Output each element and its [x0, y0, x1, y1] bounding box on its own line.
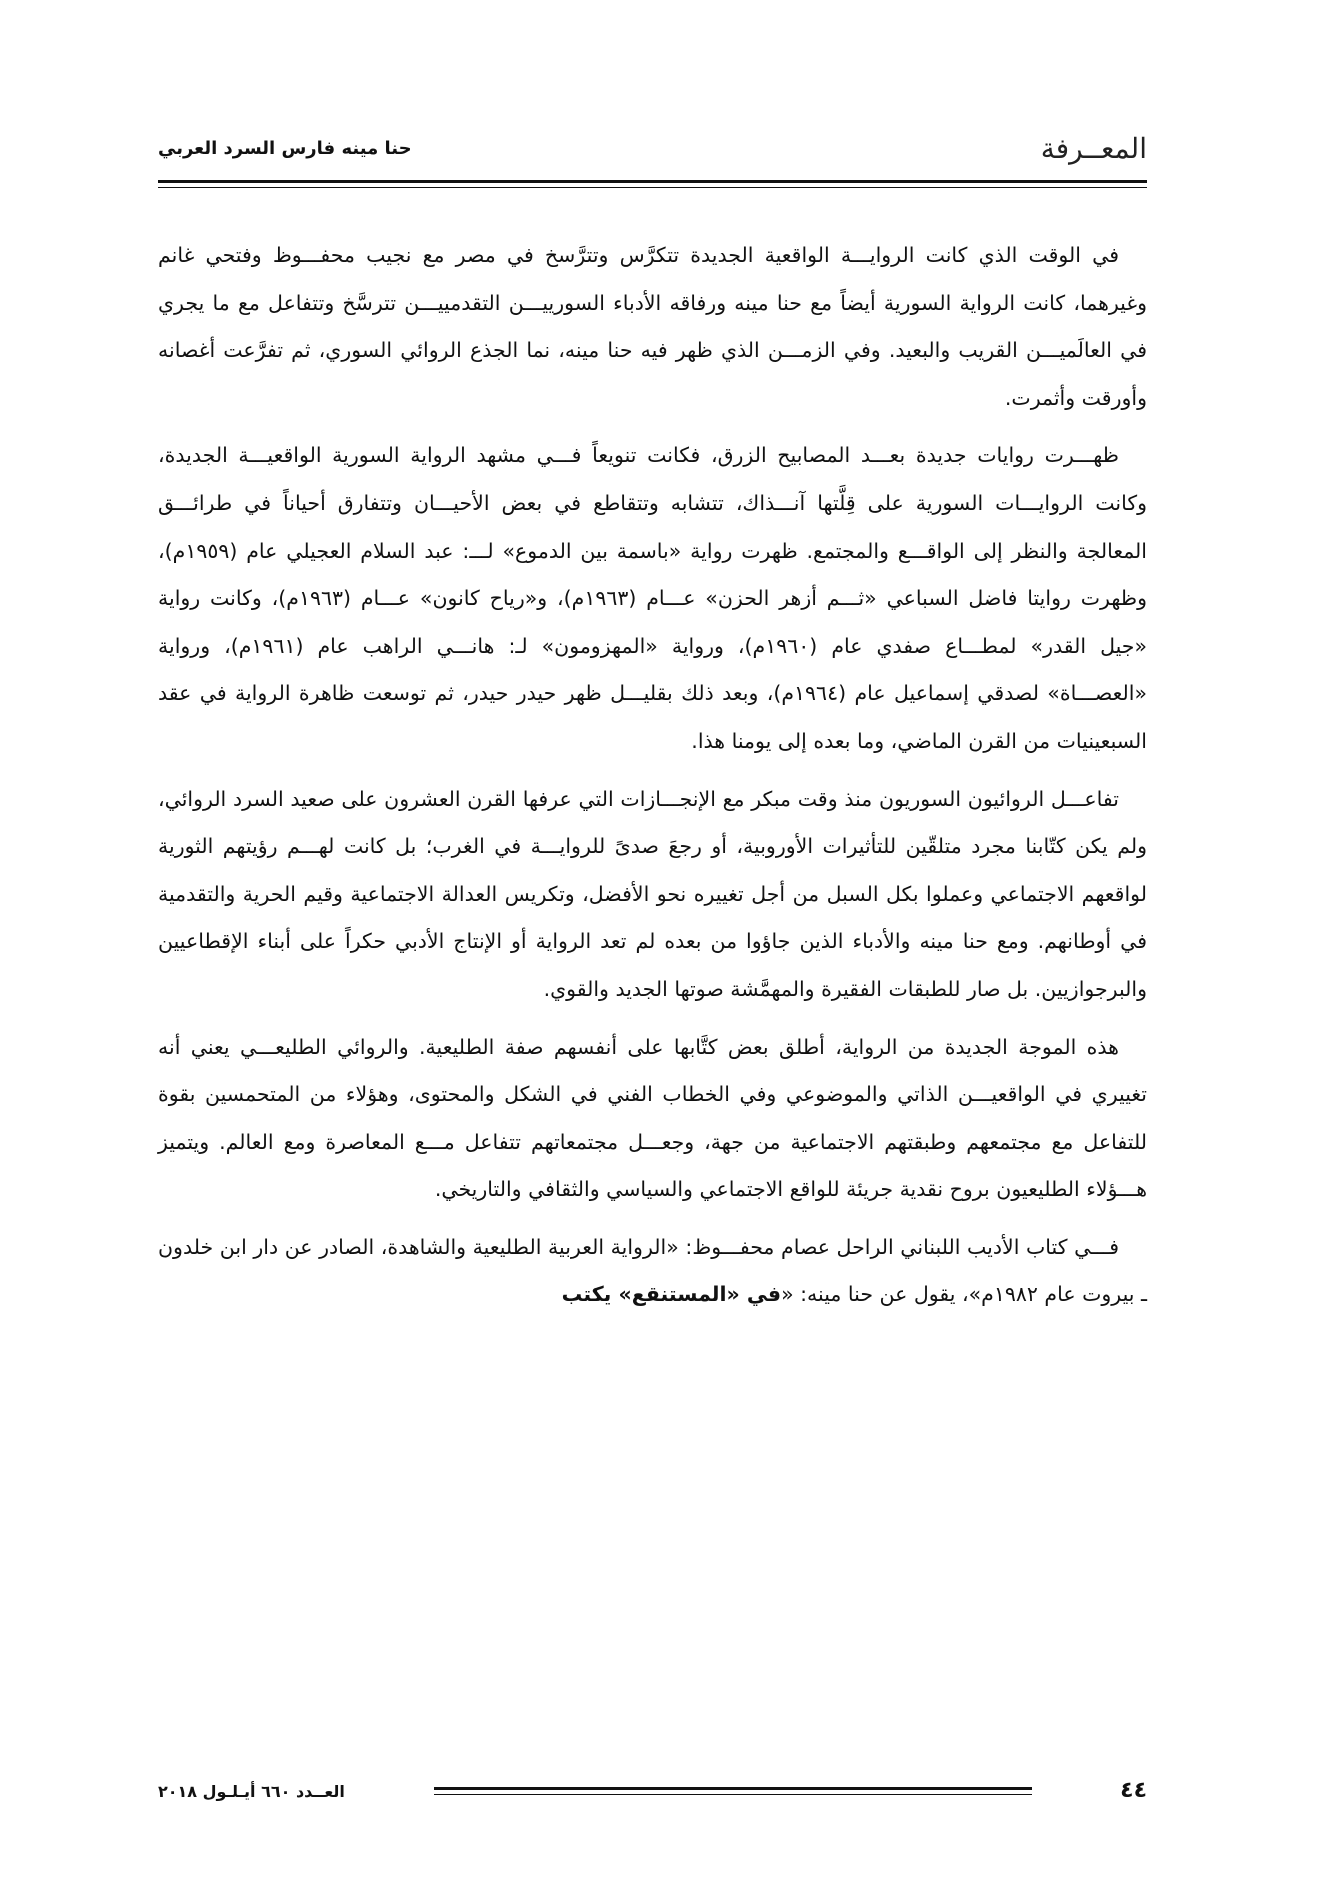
paragraph-1: في الوقت الذي كانت الروايـــة الواقعية الجديدة تتكرَّس وتترَّسخ في مصر مع نجيب محفـــوظ وفتحي غانم وغيرهما، كانت الرواية السورية أيضاً مع حنا مينه ورفاقه الأدباء السورييـــن التقدمييـــن تترسَّخ وتتفاعل مع ما يجري في العالَميـــن القريب والبعيد. وفي الزمـــن الذي ظهر فيه حنا مينه، نما الجذع الروائي السوري، ثم تفرَّعت أغصانه وأورقت وأثمرت.: [158, 243, 1147, 410]
paragraph-5-bold: في «المستنقع» يكتب: [561, 1282, 782, 1307]
paragraph-4: هذه الموجة الجديدة من الرواية، أطلق بعض كتَّابها على أنفسهم صفة الطليعية. والروائي الطليعـــي يعني أنه تغييري في الواقعيـــن الذاتي والموضوعي وفي الخطاب الفني في الشكل والمحتوى، وهؤلاء من المتحمسين بقوة للتفاعل مع مجتمعهم وطبقتهم الاجتماعية من جهة، وجعـــل مجتمعاتهم تتفاعل مـــع المعاصرة ومع العالم. ويتميز هـــؤلاء الطليعيون بروح نقدية جريئة للواقع الاجتماعي والسياسي والثقافي والتاريخي.: [158, 1034, 1147, 1202]
header-rule-thick: [158, 180, 1147, 183]
issue-info: العــدد ٦٦٠ أيـلـول ٢٠١٨: [158, 1782, 345, 1801]
running-title: حنا مينه فارس السرد العربي: [158, 138, 412, 159]
page-header: [158, 132, 1147, 178]
magazine-logo: المعــرفة: [1040, 132, 1147, 165]
paragraph-5: [158, 1224, 1147, 1319]
paragraph-5-text: فـــي كتاب الأديب اللبناني الراحل عصام محفـــوظ: «الرواية العربية الطليعية والشاهدة، الصادر عن دار ابن خلدون ـ بيروت عام ١٩٨٢م»، يقول عن حنا مينه: «: [158, 1234, 1147, 1307]
paragraph-3: تفاعـــل الروائيون السوريون منذ وقت مبكر مع الإنجـــازات التي عرفها القرن العشرون على صعيد السرد الروائي، ولم يكن كتّابنا مجرد متلقّين للتأثيرات الأوروبية، أو رجعَ صدىً للروايـــة في الغرب؛ بل كانت لهـــم رؤيتهم الثورية لواقعهم الاجتماعي وعملوا بكل السبل من أجل تغييره نحو الأفضل، وتكريس العدالة الاجتماعية وقيم الحرية والتقدمية في أوطانهم. ومع حنا مينه والأدباء الذين جاؤوا من بعده لم تعد الرواية أو الإنتاج الأدبي حكراً على أبناء الإقطاعيين والبرجوازيين. بل صار للطبقات الفقيرة والمهمَّشة صوتها الجديد والقوي.: [158, 786, 1147, 1001]
paragraph-2: ظهـــرت روايات جديدة بعـــد المصابيح الزرق، فكانت تنويعاً فـــي مشهد الرواية السورية الواقعيـــة الجديدة، وكانت الروايـــات السورية على قِلَّتها آنـــذاك، تتشابه وتتقاطع في بعض الأحيـــان وتتفارق أحياناً في طرائـــق المعالجة والنظر إلى الواقـــع والمجتمع. ظهرت رواية «باسمة بين الدموع» لـــ: عبد السلام العجيلي عام (١٩٥٩م)، وظهرت روايتا فاضل السباعي «ثـــم أزهر الحزن» عـــام (١٩٦٣م)، و«رياح كانون» عـــام (١٩٦٣م)، وكانت رواية «جيل القدر» لمطـــاع صفدي عام (١٩٦٠م)، ورواية «المهزومون» لـ: هانـــي الراهب عام (١٩٦١م)، ورواية «العصـــاة» لصدقي إسماعيل عام (١٩٦٤م)، وبعد ذلك بقليـــل ظهر حيدر حيدر، ثم توسعت ظاهرة الرواية في عقد السبعينيات من القرن الماضي، وما بعده إلى يومنا هذا.: [158, 443, 1148, 753]
article-body: [158, 232, 1147, 1329]
header-rule-thin: [158, 187, 1147, 188]
page-footer: [158, 1778, 1147, 1818]
page-number: ٤٤: [1120, 1778, 1147, 1803]
